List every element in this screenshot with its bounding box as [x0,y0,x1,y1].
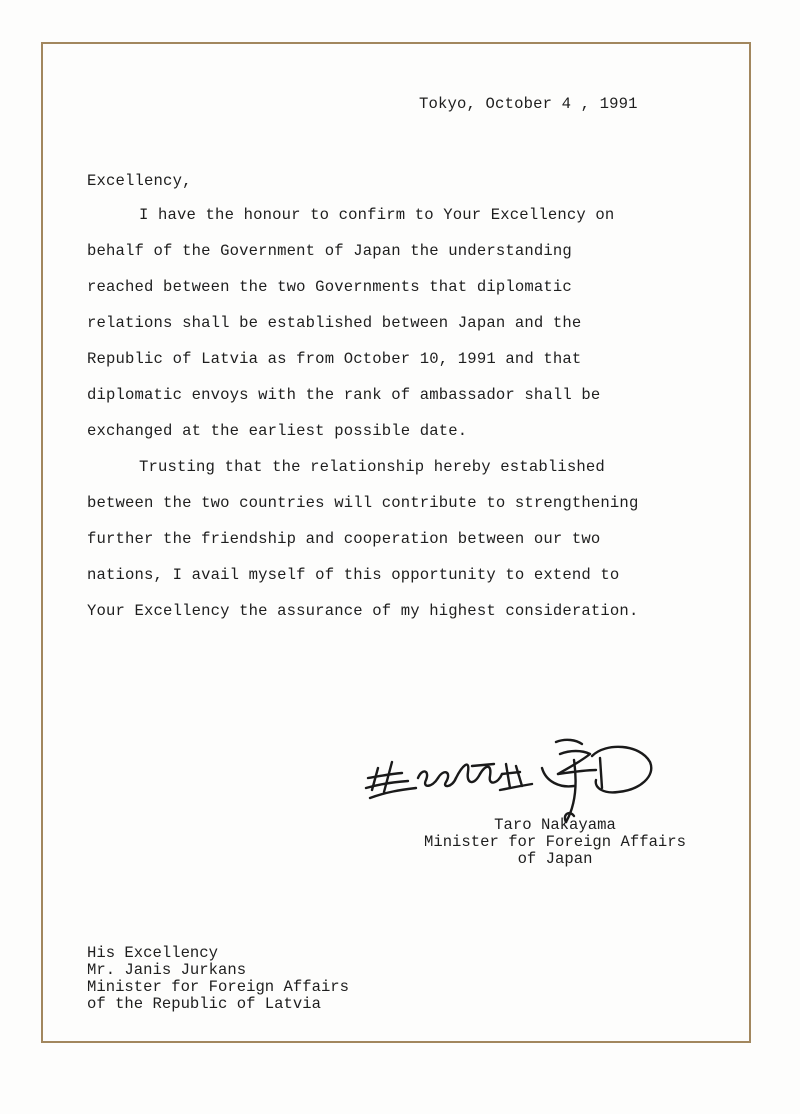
signatory-name: Taro Nakayama [494,816,616,834]
salutation: Excellency, [87,172,192,190]
addressee-name: Mr. Janis Jurkans [87,961,247,979]
handwritten-signature [360,728,670,828]
paragraph1-line: Republic of Latvia as from October 10, 1991 and that [87,350,582,368]
addressee-title: Minister for Foreign Affairs [87,978,350,996]
paragraph1-line: behalf of the Government of Japan the understanding [87,242,572,260]
signatory-title: Minister for Foreign Affairs [423,833,687,851]
letter-date: Tokyo, October 4 , 1991 [419,95,638,113]
paragraph2-line: nations, I avail myself of this opportunity to extend to [87,566,620,584]
paragraph1-line: I have the honour to confirm to Your Excellency on [139,206,615,224]
addressee-block [87,945,349,1013]
paragraph1-line: diplomatic envoys with the rank of ambassador shall be [87,386,601,404]
signature-block [395,817,715,868]
addressee-honorific: His Excellency [87,944,219,962]
paragraph2-line: further the friendship and cooperation between our two [87,530,601,548]
addressee-country: of the Republic of Latvia [87,995,321,1013]
paragraph1-line: reached between the two Governments that diplomatic [87,278,572,296]
paragraph1-line: exchanged at the earliest possible date. [87,422,468,440]
paragraph2-line: Trusting that the relationship hereby established [139,458,605,476]
paragraph1-line: relations shall be established between Japan and the [87,314,582,332]
paragraph2-line: Your Excellency the assurance of my highest consideration. [87,602,639,620]
signatory-country: of Japan [517,850,593,868]
paragraph2-line: between the two countries will contribute to strengthening [87,494,639,512]
